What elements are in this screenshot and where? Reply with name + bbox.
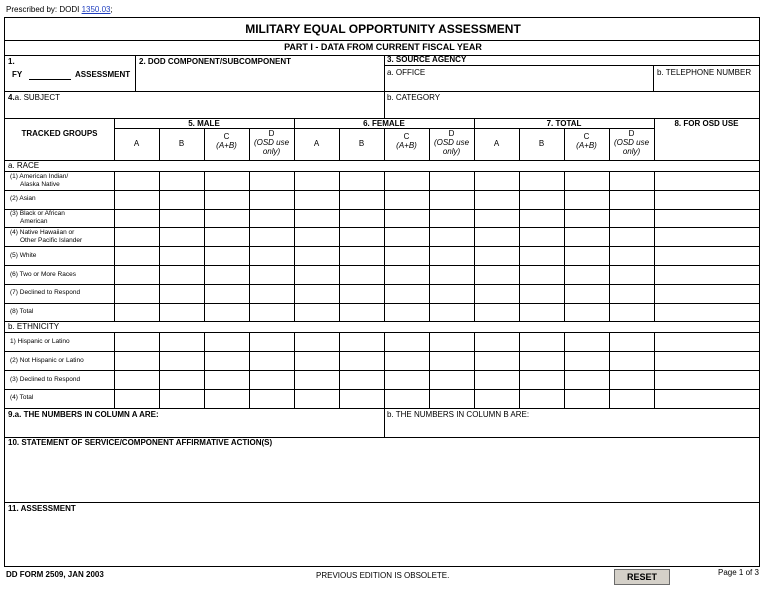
grid-line [5,303,759,304]
grid-line [114,171,115,321]
ethnicity-row-label: 1) Hispanic or Latino [10,337,70,345]
grid-line [654,118,655,160]
col-a-header: A [313,139,320,148]
grid-line [159,171,160,321]
grid-line [429,171,430,321]
fy-input-line[interactable] [29,79,71,80]
grid-line [5,265,759,266]
field-4-number: 4. [8,93,15,102]
grid-line [249,128,250,160]
col-b-header: B [538,139,545,148]
grid-line [609,332,610,408]
grid-line [474,332,475,408]
divider [384,55,385,91]
race-row-label: (3) Black or African American [10,210,65,226]
grid-line [339,128,340,160]
race-row-label: (8) Total [10,308,34,316]
ethnicity-row-label: (4) Total [10,394,34,402]
grid-line [5,332,759,333]
form-number: DD FORM 2509, JAN 2003 [6,570,104,579]
field-11-label: 11. ASSESSMENT [8,504,76,513]
grid-line [609,128,610,160]
grid-line [474,118,475,160]
form-title: MILITARY EQUAL OPPORTUNITY ASSESSMENT [245,22,521,36]
divider [384,91,385,118]
grid-line [384,128,385,160]
ethnicity-row-label: (3) Declined to Respond [10,375,81,383]
category-label: b. CATEGORY [387,93,441,102]
divider [5,502,759,503]
grid-line [564,332,565,408]
field-2-label: 2. DOD COMPONENT/SUBCOMPONENT [139,57,292,66]
col-a-header: A [493,139,500,148]
grid-line [519,332,520,408]
grid-line [294,118,295,160]
field-4a-label [8,94,60,102]
reset-button[interactable]: RESET [614,569,670,585]
grid-line [564,171,565,321]
divider [5,55,759,56]
grid-line [5,370,759,371]
assessment-label: ASSESSMENT [75,70,131,79]
telephone-label: b. TELEPHONE NUMBER [657,68,752,77]
grid-line [294,332,295,408]
group-header-0: 5. MALE [188,119,220,128]
col-b-header: B [358,139,365,148]
race-row-label: (7) Declined to Respond [10,289,81,297]
grid-line [249,171,250,321]
dodi-link[interactable]: 1350.03 [81,5,111,14]
grid-line [339,332,340,408]
col-d-header: D (OSD use only) [253,129,290,156]
ethnicity-section-header: b. ETHNICITY [8,322,60,332]
fy-label: FY [12,70,23,79]
subject-label: a. SUBJECT [14,93,61,102]
race-row-label: (2) Asian [10,195,36,203]
prescribed-suffix: ; [110,5,113,14]
grid-line [204,171,205,321]
grid-line [249,332,250,408]
prescribed-by [6,5,113,14]
grid-line [564,128,565,160]
grid-line [114,118,115,160]
divider [653,65,654,91]
page-number: Page 1 of 3 [718,568,759,577]
grid-line [5,246,759,247]
grid-line [5,408,759,409]
divider [5,40,759,41]
divider [384,408,385,437]
part-title: PART I - DATA FROM CURRENT FISCAL YEAR [284,42,482,52]
group-header-2: 7. TOTAL [546,119,582,128]
grid-line [474,171,475,321]
grid-line [5,209,759,210]
office-label: a. OFFICE [387,68,426,77]
grid-line [159,128,160,160]
col-c-header: C (A+B) [216,132,237,150]
grid-line [114,332,115,408]
field-9b-label: b. THE NUMBERS IN COLUMN B ARE: [387,410,530,419]
race-row-label: (6) Two or More Races [10,270,76,278]
col-b-header: B [178,139,185,148]
assessment-form [4,17,760,567]
grid-line [294,171,295,321]
osd-use-header: 8. FOR OSD USE [674,119,739,128]
race-row-label: (4) Native Hawaiian or Other Pacific Islander [10,228,83,244]
divider [384,65,759,66]
grid-line [429,128,430,160]
grid-line [5,160,759,161]
field-9a-label: 9.a. THE NUMBERS IN COLUMN A ARE: [8,410,159,419]
prescribed-prefix: Prescribed by: DODI [6,5,82,14]
grid-line [654,332,655,408]
obsolete-note: PREVIOUS EDITION IS OBSOLETE. [316,571,450,580]
tracked-groups-header: TRACKED GROUPS [21,129,98,138]
col-d-header: D (OSD use only) [613,129,650,156]
grid-line [5,351,759,352]
grid-line [5,389,759,390]
grid-line [609,171,610,321]
col-a-header: A [133,139,140,148]
grid-line [204,332,205,408]
grid-line [5,321,759,322]
grid-line [384,171,385,321]
grid-line [519,128,520,160]
grid-line [654,171,655,321]
grid-line [429,332,430,408]
grid-line [5,284,759,285]
col-c-header: C (A+B) [396,132,417,150]
col-c-header: C (A+B) [576,132,597,150]
grid-line [384,332,385,408]
race-row-label: (5) White [10,251,37,259]
grid-line [5,227,759,228]
divider [135,55,136,91]
col-d-header: D (OSD use only) [433,129,470,156]
grid-line [339,171,340,321]
field-3-label: 3. SOURCE AGENCY [387,55,467,64]
grid-line [159,332,160,408]
grid-line [519,171,520,321]
grid-line [5,171,759,172]
race-row-label: (1) American Indian/ Alaska Native [10,172,69,188]
group-header-1: 6. FEMALE [363,119,405,128]
race-section-header: a. RACE [8,161,40,170]
field-1-label: 1. [8,57,15,66]
divider [5,91,759,92]
field-10-label: 10. STATEMENT OF SERVICE/COMPONENT AFFIRMATIVE ACTION(S) [8,438,273,447]
grid-line [204,128,205,160]
grid-line [5,190,759,191]
ethnicity-row-label: (2) Not Hispanic or Latino [10,356,84,364]
